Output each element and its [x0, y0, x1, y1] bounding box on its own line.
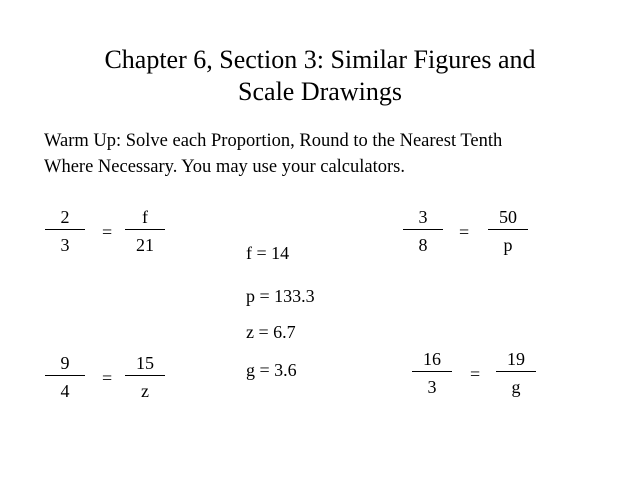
equals-sign: =	[459, 222, 470, 242]
equals-sign: =	[102, 368, 113, 388]
warmup-line-2: Where Necessary. You may use your calculators.	[44, 157, 405, 177]
title-line-2: Scale Drawings	[238, 77, 402, 106]
denominator: g	[511, 377, 521, 397]
warmup-instructions	[44, 128, 624, 180]
numerator: 19	[507, 349, 525, 369]
answer-p: p = 133.3	[246, 286, 315, 306]
denominator: 21	[136, 235, 154, 255]
warmup-line-1: Warm Up: Solve each Proportion, Round to the Nearest Tenth	[44, 131, 503, 151]
equals-sign: =	[470, 364, 481, 384]
numerator: 3	[418, 207, 428, 227]
denominator: z	[141, 381, 149, 401]
denominator: 3	[60, 235, 70, 255]
denominator: 3	[427, 377, 437, 397]
denominator: 4	[60, 381, 70, 401]
numerator: 50	[499, 207, 517, 227]
denominator: 8	[418, 235, 428, 255]
fraction-bar	[45, 375, 85, 376]
denominator: p	[503, 235, 513, 255]
fraction-bar	[125, 375, 165, 376]
fraction-bar	[125, 229, 165, 230]
fraction-bar	[496, 371, 536, 372]
numerator: 2	[60, 207, 70, 227]
answer-z: z = 6.7	[246, 322, 296, 342]
slide-title	[0, 44, 640, 108]
fraction-bar	[488, 229, 528, 230]
equals-sign: =	[102, 222, 113, 242]
numerator: 16	[423, 349, 441, 369]
numerator: f	[142, 207, 148, 227]
fraction-bar	[412, 371, 452, 372]
answer-f: f = 14	[246, 243, 290, 263]
numerator: 15	[136, 353, 154, 373]
numerator: 9	[60, 353, 70, 373]
fraction-bar	[403, 229, 443, 230]
fraction-bar	[45, 229, 85, 230]
title-line-1: Chapter 6, Section 3: Similar Figures and	[104, 45, 536, 74]
answer-g: g = 3.6	[246, 360, 297, 380]
